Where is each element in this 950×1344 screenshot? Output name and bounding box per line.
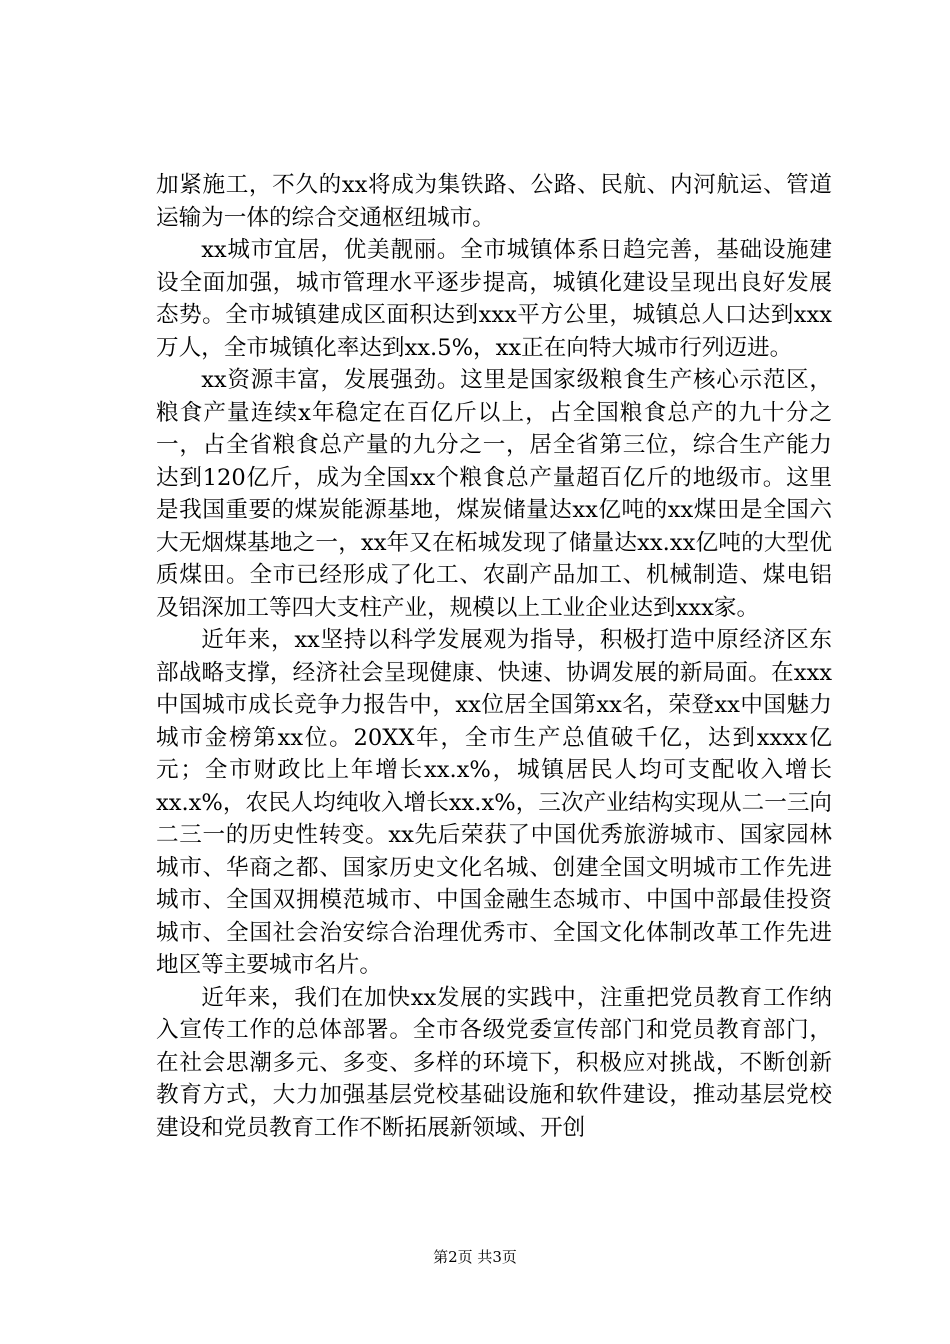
paragraph-continuation: 加紧施工，不久的xx将成为集铁路、公路、民航、内河航运、管道运输为一体的综合交通枢纽城市。 — [156, 172, 832, 231]
document-body — [156, 169, 832, 1144]
page-footer: 第2页 共3页 — [433, 1248, 517, 1266]
paragraph-resources: xx资源丰富，发展强劲。这里是国家级粮食生产核心示范区，粮食产量连续x年稳定在百亿斤以上，占全国粮食总产的九十分之一，占全省粮食总产量的九分之一，居全省第三位，综合生产能力达到120亿斤，成为全国xx个粮食总产量超百亿斤的地级市。这里是我国重要的煤炭能源基地，煤炭储量达xx亿吨的xx煤田是全国六大无烟煤基地之一，xx年又在柘城发现了储量达xx.xx亿吨的大型优质煤田。全市已经形成了化工、农副产品加工、机械制造、煤电铝及铝深加工等四大支柱产业，规模以上工业企业达到xxx家。 — [156, 367, 832, 621]
paragraph-development: 近年来，xx坚持以科学发展观为指导，积极打造中原经济区东部战略支撑，经济社会呈现健康、快速、协调发展的新局面。在xxx中国城市成长竞争力报告中，xx位居全国第xx名，荣登xx中国魅力城市金榜第xx位。20XX年，全市生产总值破千亿，达到xxxx亿元；全市财政比上年增长xx.x%，城镇居民人均可支配收入增长xx.x%，农民人均纯收入增长xx.x%，三次产业结构实现从二一三向二三一的历史性转变。xx先后荣获了中国优秀旅游城市、国家园林城市、华商之都、国家历史文化名城、创建全国文明城市工作先进城市、全国双拥模范城市、中国金融生态城市、中国中部最佳投资城市、全国社会治安综合治理优秀市、全国文化体制改革工作先进地区等主要城市名片。 — [156, 627, 833, 978]
paragraph-livable-city: xx城市宜居，优美靓丽。全市城镇体系日趋完善，基础设施建设全面加强，城市管理水平逐步提高，城镇化建设呈现出良好发展态势。全市城镇建成区面积达到xxx平方公里，城镇总人口达到xxx万人，全市城镇化率达到xx.5%，xx正在向特大城市行列迈进。 — [156, 237, 832, 361]
paragraph-party-education: 近年来，我们在加快xx发展的实践中，注重把党员教育工作纳入宣传工作的总体部署。全市各级党委宣传部门和党员教育部门，在社会思潮多元、多变、多样的环境下，积极应对挑战，不断创新教育方式，大力加强基层党校基础设施和软件建设，推动基层党校建设和党员教育工作不断拓展新领域、开创 — [156, 984, 832, 1141]
